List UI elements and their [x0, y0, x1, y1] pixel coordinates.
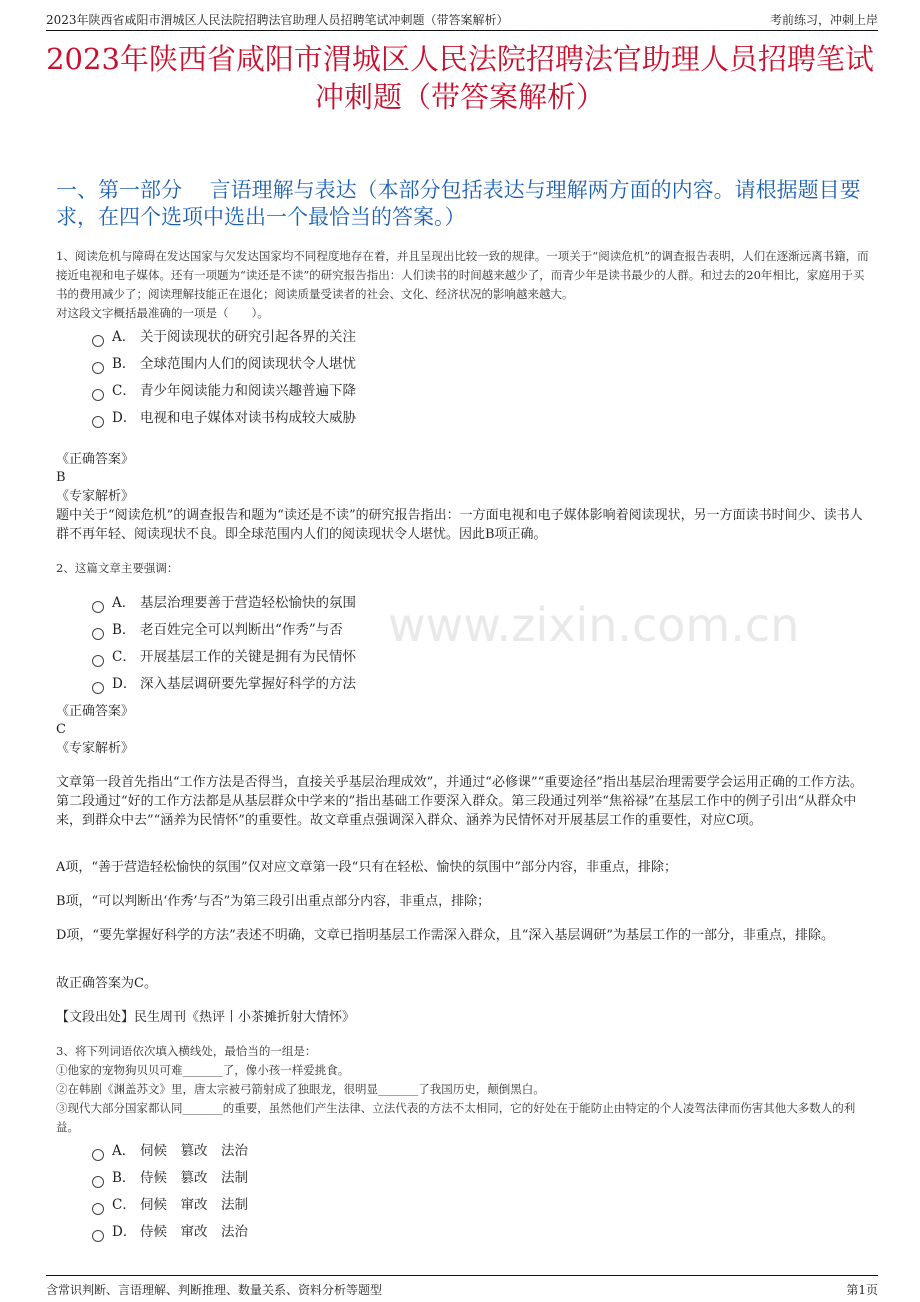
q1-analysis: 题中关于“阅读危机”的调查报告和题为“读还是不读”的研究报告指出：一方面电视和电子媒体影响着阅读现状，另一方面读书时间少、读书人群不再年轻、阅读现状不良。即全球范围内人们的阅读现状令人堪忧。因此B项正确。 — [56, 508, 863, 542]
radio-icon[interactable] — [92, 628, 104, 640]
section-heading: 一、第一部分 言语理解与表达（本部分包括表达与理解两方面的内容。请根据题目要求，在四个选项中选出一个最恰当的答案。） — [56, 178, 861, 229]
q2-stem: 2、这篇文章主要强调： — [56, 561, 179, 575]
q3-text: 3、将下列词语依次填入横线处，最恰当的一组是： — [56, 1044, 317, 1058]
q2-option-a-text: 基层治理要善于营造轻松愉快的氛围 — [140, 595, 356, 611]
q2-option-a[interactable]: A． 基层治理要善于营造轻松愉快的氛围 — [92, 592, 356, 616]
q2-analysis-paragraph: 文章第一段首先指出“工作方法是否得当，直接关乎基层治理成效”，并通过“必修课”“重要途径”指出基层治理需要学会运用正确的工作方法。第二段通过“好的工作方法都是从基层群众中学来的”指出基础工作要深入群众。第三段通过列举“焦裕禄”在基层工作中的例子引出“从群众中来，到群众中去”“涵养为民情怀”的重要性。故文章重点强调深入群众、涵养为民情怀对开展基层工作的重要性，对应C项。 — [56, 775, 863, 828]
radio-icon[interactable] — [92, 389, 104, 401]
page-header — [46, 0, 878, 31]
q1-prompt: 对这段文字概括最准确的一项是（ ）。 — [56, 306, 269, 320]
q2-analysis-paragraph: A项，“善于营造轻松愉快的氛围”仅对应文章第一段“只有在轻松、愉快的氛围中”部分内容，非重点，排除； — [56, 860, 677, 875]
radio-icon[interactable] — [92, 335, 104, 347]
q3-option-c-text: 伺候 窜改 法制 — [140, 1197, 248, 1213]
q1-option-b-text: 全球范围内人们的阅读现状令人堪忧 — [140, 356, 356, 372]
q2-option-b-text: 老百姓完全可以判断出“作秀”与否 — [140, 622, 343, 638]
q1-text: 1、阅读危机与障碍在发达国家与欠发达国家均不同程度地存在着，并且呈现出比较一致的规律。一项关于“阅读危机”的调查报告表明，人们在逐渐远离书籍，而接近电视和电子媒体。还有一项题为“读还是不读”的研究报告指出：人们读书的时间越来越少了，而青少年是读书最少的人群。和过去的20年相比，家庭用于买书的费用减少了；阅读理解技能正在退化；阅读质量受读者的社会、文化、经济状况的影响越来越大。 — [56, 249, 869, 301]
header-doc-title: 2023年陕西省咸阳市渭城区人民法院招聘法官助理人员招聘笔试冲刺题（带答案解析） — [46, 13, 509, 27]
q1-analysis-label: 《专家解析》 — [56, 489, 135, 504]
page-title: 2023年陕西省咸阳市渭城区人民法院招聘法官助理人员招聘笔试冲刺题（带答案解析） — [46, 42, 874, 114]
radio-icon[interactable] — [92, 1176, 104, 1188]
q3-option-a[interactable]: A． 伺候 篡改 法治 — [92, 1140, 248, 1164]
q3-option-d[interactable]: D． 侍候 窜改 法治 — [92, 1221, 248, 1245]
q2-analysis-paragraph: 故正确答案为C。 — [56, 976, 157, 991]
header-slogan: 考前练习，冲刺上岸 — [769, 13, 878, 27]
q1-option-d-text: 电视和电子媒体对读书构成较大威胁 — [140, 410, 356, 426]
q3-stem — [56, 1042, 870, 1137]
q3-option-d-text: 侍候 窜改 法治 — [140, 1224, 248, 1240]
q2-option-d[interactable]: D． 深入基层调研要先掌握好科学的方法 — [92, 673, 356, 697]
q2-answer-label: 《正确答案》 — [56, 704, 135, 719]
q3-line: ①他家的宠物狗贝贝可难_______了，像小孩一样爱挑食。 — [56, 1063, 350, 1077]
page-number: 第1页 — [846, 1283, 878, 1297]
q3-line: ③现代大部分国家都认同_______的重要，虽然他们产生法律、立法代表的方法不太相同，它的好处在于能防止由特定的个人凌驾法律而伤害其他大多数人的利益。 — [56, 1101, 856, 1134]
q2-analysis-paragraph: B项，“可以判断出‘作秀’与否”为第三段引出重点部分内容，非重点，排除； — [56, 894, 491, 909]
radio-icon[interactable] — [92, 1230, 104, 1242]
q2-option-c-text: 开展基层工作的关键是拥有为民情怀 — [140, 649, 356, 665]
q1-option-c[interactable]: C． 青少年阅读能力和阅读兴趣普遍下降 — [92, 380, 356, 404]
q1-option-c-text: 青少年阅读能力和阅读兴趣普遍下降 — [140, 383, 356, 399]
q3-option-b[interactable]: B． 侍候 篡改 法制 — [92, 1167, 248, 1191]
q2-option-d-text: 深入基层调研要先掌握好科学的方法 — [140, 676, 356, 692]
q1-stem — [56, 247, 870, 323]
q2-option-c[interactable]: C． 开展基层工作的关键是拥有为民情怀 — [92, 646, 356, 670]
q1-answer: B — [56, 470, 66, 485]
footer-topics: 含常识判断、言语理解、判断推理、数量关系、资料分析等题型 — [46, 1283, 383, 1297]
radio-icon[interactable] — [92, 682, 104, 694]
radio-icon[interactable] — [92, 416, 104, 428]
radio-icon[interactable] — [92, 362, 104, 374]
page-footer — [46, 1275, 878, 1302]
watermark: www.zixin.com.cn — [388, 598, 800, 652]
q1-answer-label: 《正确答案》 — [56, 452, 135, 467]
q2-analysis-label: 《专家解析》 — [56, 741, 135, 756]
q1-option-a-text: 关于阅读现状的研究引起各界的关注 — [140, 329, 356, 345]
q2-analysis-paragraph: D项，“要先掌握好科学的方法”表述不明确，文章已指明基层工作需深入群众，且“深入基层调研”为基层工作的一部分，非重点，排除。 — [56, 928, 835, 943]
q3-option-b-text: 侍候 篡改 法制 — [140, 1170, 248, 1186]
radio-icon[interactable] — [92, 655, 104, 667]
q1-option-b[interactable]: B． 全球范围内人们的阅读现状令人堪忧 — [92, 353, 356, 377]
q1-option-d[interactable]: D． 电视和电子媒体对读书构成较大威胁 — [92, 407, 356, 431]
radio-icon[interactable] — [92, 1203, 104, 1215]
q1-option-a[interactable]: A． 关于阅读现状的研究引起各界的关注 — [92, 326, 356, 350]
q2-option-b[interactable]: B． 老百姓完全可以判断出“作秀”与否 — [92, 619, 343, 643]
q2-answer: C — [56, 722, 66, 737]
q2-source: 【文段出处】民生周刊《热评丨小茶摊折射大情怀》 — [56, 1010, 356, 1025]
radio-icon[interactable] — [92, 601, 104, 613]
q3-option-a-text: 伺候 篡改 法治 — [140, 1143, 248, 1159]
q3-line: ②在韩剧《渊盖苏文》里，唐太宗被弓箭射成了独眼龙，很明显_______了我国历史，颠倒黑白。 — [56, 1082, 545, 1096]
q3-option-c[interactable]: C． 伺候 窜改 法制 — [92, 1194, 248, 1218]
radio-icon[interactable] — [92, 1149, 104, 1161]
